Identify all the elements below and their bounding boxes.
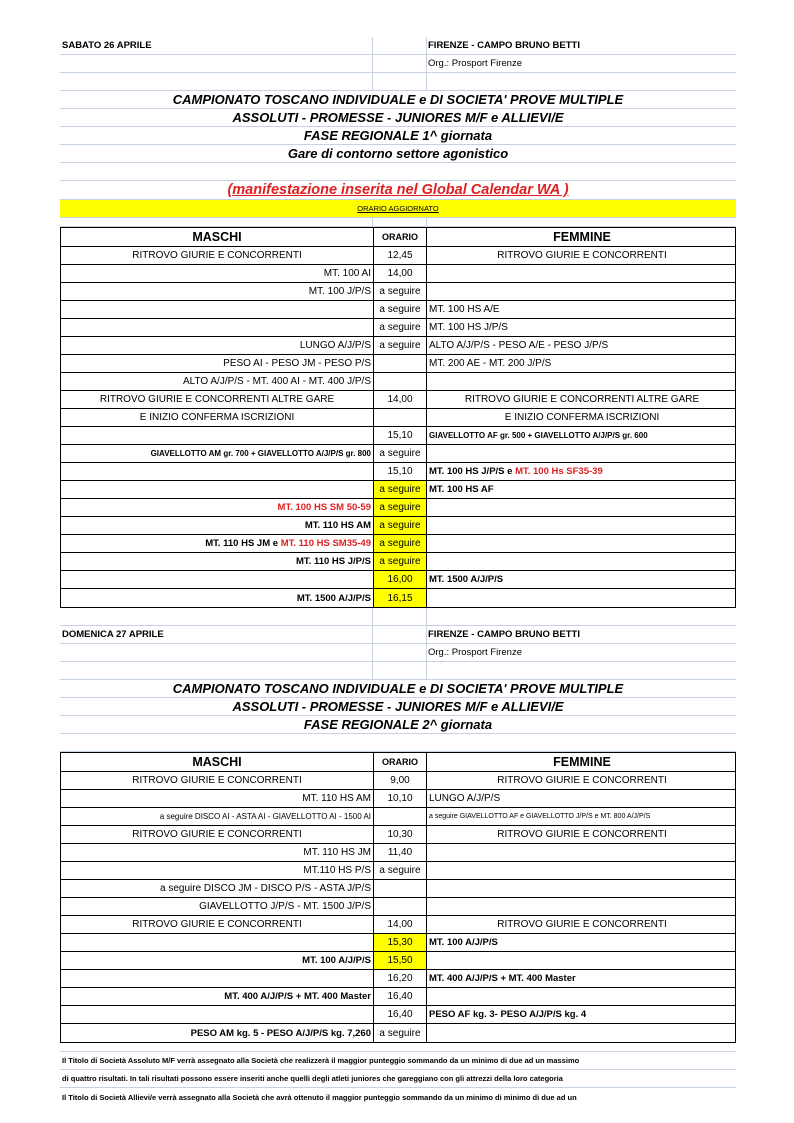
day2-table — [60, 752, 736, 1043]
table-row: a seguire MT. 100 HS AF — [61, 481, 735, 499]
day1-org: Org.: Prosport Firenze — [428, 58, 522, 69]
day1-title-4: Gare di contorno settore agonistico — [287, 146, 509, 161]
day2-table-header — [61, 753, 735, 772]
note-row — [60, 1052, 736, 1070]
schedule-sheet — [60, 37, 736, 1106]
day2-title-3: FASE REGIONALE 2^ giornata — [303, 717, 493, 732]
day1-table — [60, 227, 736, 608]
day1-title-2: ASSOLUTI - PROMESSE - JUNIORES M/F e ALLIEVI/E — [232, 110, 564, 125]
table-row: MT. 110 HS AM a seguire — [61, 517, 735, 535]
table-row: 15,10 MT. 100 HS J/P/S e MT. 100 Hs SF35-39 — [61, 463, 735, 481]
updated-schedule-link[interactable]: ORARIO AGGIORNATO — [357, 204, 439, 213]
table-row: a seguire DISCO AI - ASTA AI - GIAVELLOTTO AI - 1500 AI a seguire GIAVELLOTTO AF e GIAVELLOTTO J/P/S e MT. 800 A/J/P/S — [61, 808, 735, 826]
note-row — [60, 1088, 736, 1106]
table-row: RITROVO GIURIE E CONCORRENTI 12,45 RITROVO GIURIE E CONCORRENTI — [61, 247, 735, 265]
table-row: MT.110 HS P/S a seguire — [61, 862, 735, 880]
table-row: MT. 110 HS JM 11,40 — [61, 844, 735, 862]
day2-title-1: CAMPIONATO TOSCANO INDIVIDUALE e DI SOCIETA' PROVE MULTIPLE — [172, 681, 624, 696]
table-row: 16,00 MT. 1500 A/J/P/S — [61, 571, 735, 589]
table-row: PESO AM kg. 5 - PESO A/J/P/S kg. 7,260 a seguire — [61, 1024, 735, 1042]
wa-calendar-note: (manifestazione inserita nel Global Calendar WA ) — [227, 182, 569, 198]
col-orario: ORARIO — [373, 228, 427, 246]
day2-org: Org.: Prosport Firenze — [428, 647, 522, 658]
day2-date: DOMENICA 27 APRILE — [62, 629, 164, 640]
table-row: E INIZIO CONFERMA ISCRIZIONI E INIZIO CONFERMA ISCRIZIONI — [61, 409, 735, 427]
table-row: GIAVELLOTTO J/P/S - MT. 1500 J/P/S — [61, 898, 735, 916]
table-row: MT. 100 AI 14,00 — [61, 265, 735, 283]
note-1: Il Titolo di Società Assoluto M/F verrà assegnato alla Società che realizzerà il maggior punteggio sommando da un minimo di due ad un massimo — [62, 1056, 580, 1065]
day1-header-row — [60, 37, 736, 55]
table-row: ALTO A/J/P/S - MT. 400 AI - MT. 400 J/P/S — [61, 373, 735, 391]
table-row: LUNGO A/J/P/S a seguire ALTO A/J/P/S - PESO A/E - PESO J/P/S — [61, 337, 735, 355]
table-row: MT. 100 J/P/S a seguire — [61, 283, 735, 301]
table-row: RITROVO GIURIE E CONCORRENTI 14,00 RITROVO GIURIE E CONCORRENTI — [61, 916, 735, 934]
table-row: RITROVO GIURIE E CONCORRENTI ALTRE GARE 14,00 RITROVO GIURIE E CONCORRENTI ALTRE GARE — [61, 391, 735, 409]
table-row: GIAVELLOTTO AM gr. 700 + GIAVELLOTTO A/J/P/S gr. 800 a seguire — [61, 445, 735, 463]
day1-title-1: CAMPIONATO TOSCANO INDIVIDUALE e DI SOCIETA' PROVE MULTIPLE — [172, 92, 624, 107]
table-row: PESO AI - PESO JM - PESO P/S MT. 200 AE - MT. 200 J/P/S — [61, 355, 735, 373]
col-maschi: MASCHI — [192, 755, 242, 769]
table-row: a seguire DISCO JM - DISCO P/S - ASTA J/P/S — [61, 880, 735, 898]
table-row: 15,30 MT. 100 A/J/P/S — [61, 934, 735, 952]
col-maschi: MASCHI — [192, 230, 242, 244]
note-2: di quattro risultati. In tali risultati possono essere inseriti anche quelli degli atleti juniores che gareggiano con gli attrezzi della loro categoria — [62, 1074, 563, 1083]
note-3: Il Titolo di Società Allievi/e verrà assegnato alla Società che avrà ottenuto il maggior punteggio sommando da un minimo di minimo di due ad un — [62, 1092, 577, 1102]
table-row: MT. 110 HS J/P/S a seguire — [61, 553, 735, 571]
day2-venue: FIRENZE - CAMPO BRUNO BETTI — [428, 629, 580, 640]
table-row: 15,10 GIAVELLOTTO AF gr. 500 + GIAVELLOTTO A/J/P/S gr. 600 — [61, 427, 735, 445]
day2-header-row — [60, 626, 736, 644]
table-row: MT. 400 A/J/P/S + MT. 400 Master 16,40 — [61, 988, 735, 1006]
table-row: a seguire MT. 100 HS J/P/S — [61, 319, 735, 337]
table-row: RITROVO GIURIE E CONCORRENTI 10,30 RITROVO GIURIE E CONCORRENTI — [61, 826, 735, 844]
day2-title-2: ASSOLUTI - PROMESSE - JUNIORES M/F e ALLIEVI/E — [232, 699, 564, 714]
table-row: 16,40 PESO AF kg. 3- PESO A/J/P/S kg. 4 — [61, 1006, 735, 1024]
table-row: MT. 100 A/J/P/S 15,50 — [61, 952, 735, 970]
table-row: MT. 110 HS JM e MT. 110 HS SM35-49 a seguire — [61, 535, 735, 553]
col-femmine: FEMMINE — [553, 755, 611, 769]
day1-venue: FIRENZE - CAMPO BRUNO BETTI — [428, 40, 580, 51]
day1-org-row — [60, 55, 736, 73]
table-row: MT. 1500 A/J/P/S 16,15 — [61, 589, 735, 607]
table-row: RITROVO GIURIE E CONCORRENTI 9,00 RITROVO GIURIE E CONCORRENTI — [61, 772, 735, 790]
table-row: MT. 100 HS SM 50-59 a seguire — [61, 499, 735, 517]
note-row — [60, 1070, 736, 1088]
day2-org-row — [60, 644, 736, 662]
table-row: MT. 110 HS AM 10,10 LUNGO A/J/P/S — [61, 790, 735, 808]
table-row: a seguire MT. 100 HS A/E — [61, 301, 735, 319]
day1-title-3: FASE REGIONALE 1^ giornata — [303, 128, 493, 143]
table-row: 16,20 MT. 400 A/J/P/S + MT. 400 Master — [61, 970, 735, 988]
day1-date: SABATO 26 APRILE — [62, 40, 152, 51]
day1-table-header — [61, 228, 735, 247]
col-femmine: FEMMINE — [553, 230, 611, 244]
col-orario: ORARIO — [373, 753, 427, 771]
